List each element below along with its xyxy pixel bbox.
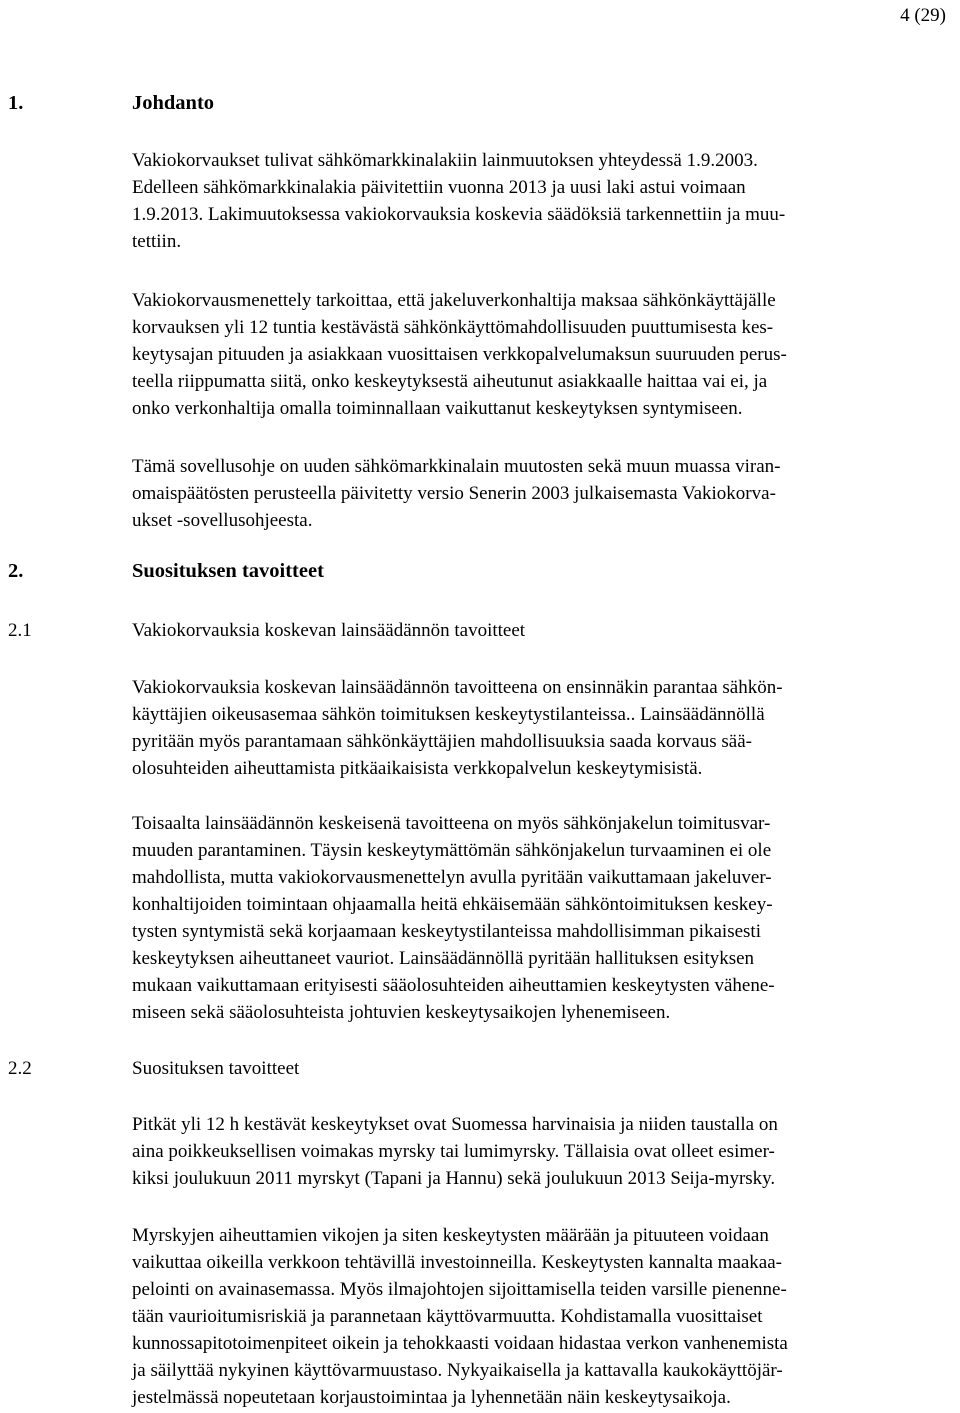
subsection-number: 2.2: [8, 1058, 32, 1079]
text-line: tään vaurioitumisriskiä ja parannetaan käyttövarmuutta. Kohdistamalla vuosittaiset: [132, 1306, 763, 1327]
text-line: aina poikkeuksellisen voimakas myrsky tai lumimyrsky. Tällaisia ovat olleet esimer-: [132, 1141, 775, 1162]
section-number: 2.: [8, 560, 24, 582]
text-line: mukaan vaikuttamaan erityisesti sääolosuhteiden aiheuttamien keskeytysten vähene-: [132, 975, 775, 996]
text-line: mahdollista, mutta vakiokorvausmenettelyn avulla pyritään vaikuttamaan jakeluver-: [132, 867, 772, 888]
text-line: Myrskyjen aiheuttamien vikojen ja siten keskeytysten määrään ja pituuteen voidaan: [132, 1225, 769, 1246]
paragraph-2-1-1: [132, 674, 954, 782]
section-title: Johdanto: [132, 92, 215, 114]
paragraph-2-1-2: [132, 810, 954, 1026]
paragraph-2-2-2: [132, 1222, 954, 1411]
text-line: miseen sekä sääolosuhteista johtuvien keskeytysaikojen lyhenemiseen.: [132, 1002, 671, 1023]
text-line: teella riippumatta siitä, onko keskeytyksestä aiheutunut asiakkaalle haittaa vai ei, ja: [132, 371, 768, 392]
text-line: Vakiokorvausmenettely tarkoittaa, että jakeluverkonhaltija maksaa sähkönkäyttäjälle: [132, 290, 776, 311]
text-line: korvauksen yli 12 tuntia kestävästä sähkönkäyttömahdollisuuden puuttumisesta kes-: [132, 317, 774, 338]
paragraph-intro-2: [132, 287, 954, 422]
subsection-number: 2.1: [8, 620, 32, 641]
text-line: 1.9.2013. Lakimuutoksessa vakiokorvauksia koskevia säädöksiä tarkennettiin ja muu-: [132, 204, 786, 225]
text-line: Edelleen sähkömarkkinalakia päivitettiin vuonna 2013 ja uusi laki astui voimaan: [132, 177, 746, 198]
text-line: pyritään myös parantamaan sähkönkäyttäjien mahdollisuuksia saada korvaus sää-: [132, 731, 752, 752]
text-line: Tämä sovellusohje on uuden sähkömarkkinalain muutosten sekä muun muassa viran-: [132, 456, 781, 477]
text-line: onko verkonhaltija omalla toiminnallaan vaikuttanut keskeytyksen syntymiseen.: [132, 398, 743, 419]
text-line: tysten syntymistä sekä korjaamaan keskeytystilanteissa mahdollisimman pikaisesti: [132, 921, 761, 942]
text-line: konhaltijoiden toimintaan ohjaamalla heitä ehkäisemään sähköntoimituksen keskey-: [132, 894, 773, 915]
section-number: 1.: [8, 92, 24, 114]
text-line: kiksi joulukuun 2011 myrskyt (Tapani ja Hannu) sekä joulukuun 2013 Seija-myrsky.: [132, 1168, 776, 1189]
page-number: 4 (29): [900, 5, 946, 26]
text-line: pelointi on avainasemassa. Myös ilmajohtojen sijoittamisella teiden varsille pienenne-: [132, 1279, 787, 1300]
paragraph-2-2-1: [132, 1111, 954, 1192]
subsection-title: Suosituksen tavoitteet: [132, 1058, 300, 1079]
subsection-title: Vakiokorvauksia koskevan lainsäädännön tavoitteet: [132, 620, 526, 641]
text-line: Vakiokorvaukset tulivat sähkömarkkinalakiin lainmuutoksen yhteydessä 1.9.2003.: [132, 150, 758, 171]
text-line: tettiin.: [132, 231, 182, 252]
text-line: vaikuttaa oikeilla verkkoon tehtävillä investoinneilla. Keskeytysten kannalta maakaa-: [132, 1252, 782, 1273]
paragraph-intro-1: [132, 147, 954, 255]
section-title: Suosituksen tavoitteet: [132, 560, 324, 582]
text-line: kunnossapitotoimenpiteet oikein ja tehokkaasti voidaan hidastaa verkon vanhenemista: [132, 1333, 788, 1354]
text-line: ja säilyttää nykyinen käyttövarmuustaso. Nykyaikaisella ja kattavalla kaukokäyttöjär-: [132, 1360, 783, 1381]
text-line: käyttäjien oikeusasemaa sähkön toimituksen keskeytystilanteissa.. Lainsäädännöllä: [132, 704, 765, 725]
text-line: muuden parantaminen. Täysin keskeytymättömän sähkönjakelun turvaaminen ei ole: [132, 840, 772, 861]
text-line: jestelmässä nopeutetaan korjaustoimintaa ja lyhennetään näin keskeytysaikoja.: [132, 1387, 731, 1408]
paragraph-intro-3: [132, 453, 954, 534]
text-line: ukset -sovellusohjeesta.: [132, 510, 313, 531]
text-line: Toisaalta lainsäädännön keskeisenä tavoitteena on myös sähkönjakelun toimitusvar-: [132, 813, 771, 834]
text-line: omaispäätösten perusteella päivitetty versio Senerin 2003 julkaisemasta Vakiokorva-: [132, 483, 776, 504]
text-line: olosuhteiden aiheuttamista pitkäaikaisista verkkopalvelun keskeytymisistä.: [132, 758, 703, 779]
text-line: keytysajan pituuden ja asiakkaan vuosittaisen verkkopalvelumaksun suuruuden perus-: [132, 344, 787, 365]
text-line: Vakiokorvauksia koskevan lainsäädännön tavoitteena on ensinnäkin parantaa sähkön-: [132, 677, 783, 698]
text-line: Pitkät yli 12 h kestävät keskeytykset ovat Suomessa harvinaisia ja niiden taustalla on: [132, 1114, 778, 1135]
text-line: keskeytyksen aiheuttaneet vauriot. Lainsäädännöllä pyritään hallituksen esityksen: [132, 948, 755, 969]
